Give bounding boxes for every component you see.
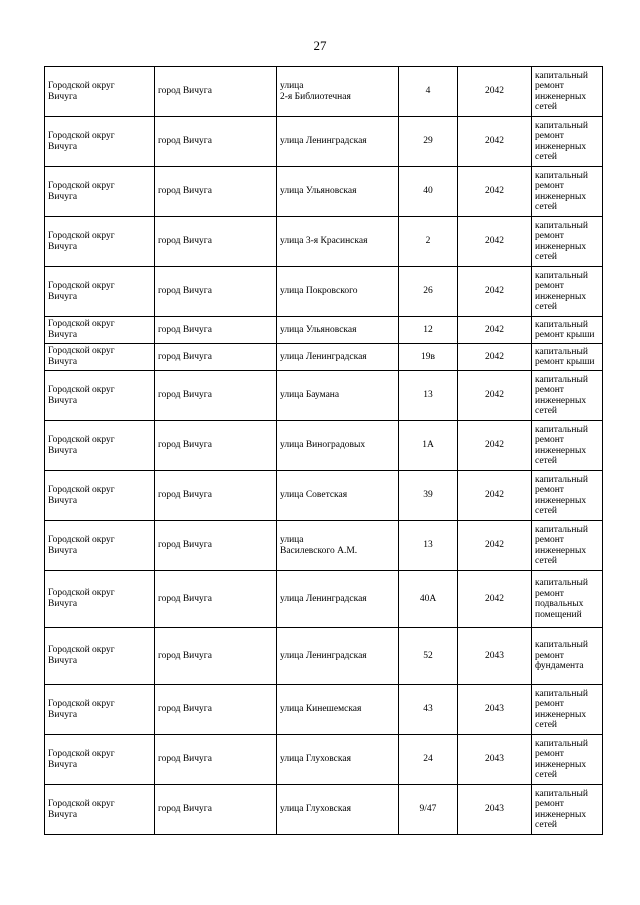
cell-city: город Вичуга [155, 117, 277, 167]
cell-house-number: 9/47 [399, 785, 458, 835]
cell-house-number: 13 [399, 371, 458, 421]
cell-city: город Вичуга [155, 628, 277, 685]
cell-okrug: Городской округ Вичуга [45, 571, 155, 628]
cell-work-type: капитальный ремонт инженерных сетей [532, 267, 603, 317]
cell-house-number: 40А [399, 571, 458, 628]
cell-street: улица Кинешемская [277, 685, 399, 735]
table-row [45, 735, 603, 785]
cell-street: улица Ульяновская [277, 167, 399, 217]
cell-street: улица Ульяновская [277, 317, 399, 344]
cell-city: город Вичуга [155, 267, 277, 317]
cell-house-number: 43 [399, 685, 458, 735]
cell-work-type: капитальный ремонт инженерных сетей [532, 785, 603, 835]
cell-okrug: Городской округ Вичуга [45, 117, 155, 167]
cell-year: 2042 [458, 167, 532, 217]
cell-street: улица Ленинградская [277, 628, 399, 685]
cell-okrug: Городской округ Вичуга [45, 317, 155, 344]
cell-year: 2042 [458, 67, 532, 117]
table-row [45, 117, 603, 167]
table-row [45, 317, 603, 344]
cell-year: 2042 [458, 421, 532, 471]
cell-city: город Вичуга [155, 735, 277, 785]
cell-house-number: 40 [399, 167, 458, 217]
cell-work-type: капитальный ремонт инженерных сетей [532, 67, 603, 117]
cell-okrug: Городской округ Вичуга [45, 344, 155, 371]
cell-okrug: Городской округ Вичуга [45, 521, 155, 571]
table-row [45, 628, 603, 685]
cell-city: город Вичуга [155, 344, 277, 371]
cell-city: город Вичуга [155, 421, 277, 471]
cell-house-number: 19в [399, 344, 458, 371]
cell-street: улица Глуховская [277, 785, 399, 835]
table-row [45, 67, 603, 117]
cell-work-type: капитальный ремонт инженерных сетей [532, 735, 603, 785]
cell-work-type: капитальный ремонт крыши [532, 344, 603, 371]
cell-city: город Вичуга [155, 67, 277, 117]
cell-work-type: капитальный ремонт инженерных сетей [532, 117, 603, 167]
table-row [45, 685, 603, 735]
cell-house-number: 29 [399, 117, 458, 167]
cell-city: город Вичуга [155, 685, 277, 735]
cell-work-type: капитальный ремонт подвальных помещений [532, 571, 603, 628]
table-row [45, 371, 603, 421]
cell-city: город Вичуга [155, 317, 277, 344]
cell-city: город Вичуга [155, 371, 277, 421]
cell-okrug: Городской округ Вичуга [45, 628, 155, 685]
cell-street: улица Виноградовых [277, 421, 399, 471]
cell-okrug: Городской округ Вичуга [45, 785, 155, 835]
cell-house-number: 4 [399, 67, 458, 117]
cell-year: 2042 [458, 471, 532, 521]
cell-work-type: капитальный ремонт инженерных сетей [532, 521, 603, 571]
cell-year: 2043 [458, 785, 532, 835]
cell-work-type: капитальный ремонт инженерных сетей [532, 217, 603, 267]
cell-street: улица Советская [277, 471, 399, 521]
table-row [45, 471, 603, 521]
cell-okrug: Городской округ Вичуга [45, 217, 155, 267]
cell-year: 2043 [458, 735, 532, 785]
table-row [45, 521, 603, 571]
table-row [45, 267, 603, 317]
cell-work-type: капитальный ремонт инженерных сетей [532, 167, 603, 217]
cell-year: 2042 [458, 217, 532, 267]
cell-okrug: Городской округ Вичуга [45, 67, 155, 117]
cell-city: город Вичуга [155, 167, 277, 217]
cell-street: улица Баумана [277, 371, 399, 421]
cell-house-number: 26 [399, 267, 458, 317]
cell-year: 2042 [458, 267, 532, 317]
cell-city: город Вичуга [155, 785, 277, 835]
cell-street: улица 2-я Библиотечная [277, 67, 399, 117]
cell-street: улица Василевского А.М. [277, 521, 399, 571]
table-row [45, 217, 603, 267]
table-row [45, 785, 603, 835]
cell-year: 2042 [458, 344, 532, 371]
cell-work-type: капитальный ремонт инженерных сетей [532, 421, 603, 471]
cell-city: город Вичуга [155, 217, 277, 267]
cell-okrug: Городской округ Вичуга [45, 371, 155, 421]
cell-city: город Вичуга [155, 521, 277, 571]
cell-city: город Вичуга [155, 571, 277, 628]
cell-house-number: 24 [399, 735, 458, 785]
cell-okrug: Городской округ Вичуга [45, 421, 155, 471]
cell-year: 2043 [458, 628, 532, 685]
cell-house-number: 39 [399, 471, 458, 521]
cell-street: улица 3-я Красинская [277, 217, 399, 267]
table-row [45, 421, 603, 471]
cell-okrug: Городской округ Вичуга [45, 685, 155, 735]
cell-year: 2043 [458, 685, 532, 735]
cell-okrug: Городской округ Вичуга [45, 471, 155, 521]
cell-year: 2042 [458, 371, 532, 421]
cell-street: улица Ленинградская [277, 117, 399, 167]
table-row [45, 571, 603, 628]
cell-year: 2042 [458, 521, 532, 571]
cell-street: улица Ленинградская [277, 344, 399, 371]
cell-work-type: капитальный ремонт инженерных сетей [532, 471, 603, 521]
cell-work-type: капитальный ремонт инженерных сетей [532, 371, 603, 421]
cell-house-number: 2 [399, 217, 458, 267]
cell-okrug: Городской округ Вичуга [45, 735, 155, 785]
table-row [45, 344, 603, 371]
cell-house-number: 13 [399, 521, 458, 571]
cell-okrug: Городской округ Вичуга [45, 267, 155, 317]
cell-year: 2042 [458, 117, 532, 167]
table-row [45, 167, 603, 217]
cell-city: город Вичуга [155, 471, 277, 521]
cell-okrug: Городской округ Вичуга [45, 167, 155, 217]
cell-year: 2042 [458, 571, 532, 628]
repair-schedule-table [44, 66, 603, 835]
cell-work-type: капитальный ремонт крыши [532, 317, 603, 344]
cell-work-type: капитальный ремонт фундамента [532, 628, 603, 685]
table-body [45, 67, 603, 835]
cell-house-number: 12 [399, 317, 458, 344]
cell-street: улица Глуховская [277, 735, 399, 785]
cell-street: улица Ленинградская [277, 571, 399, 628]
cell-year: 2042 [458, 317, 532, 344]
cell-street: улица Покровского [277, 267, 399, 317]
cell-house-number: 52 [399, 628, 458, 685]
cell-work-type: капитальный ремонт инженерных сетей [532, 685, 603, 735]
cell-house-number: 1А [399, 421, 458, 471]
page-number: 27 [313, 38, 327, 53]
